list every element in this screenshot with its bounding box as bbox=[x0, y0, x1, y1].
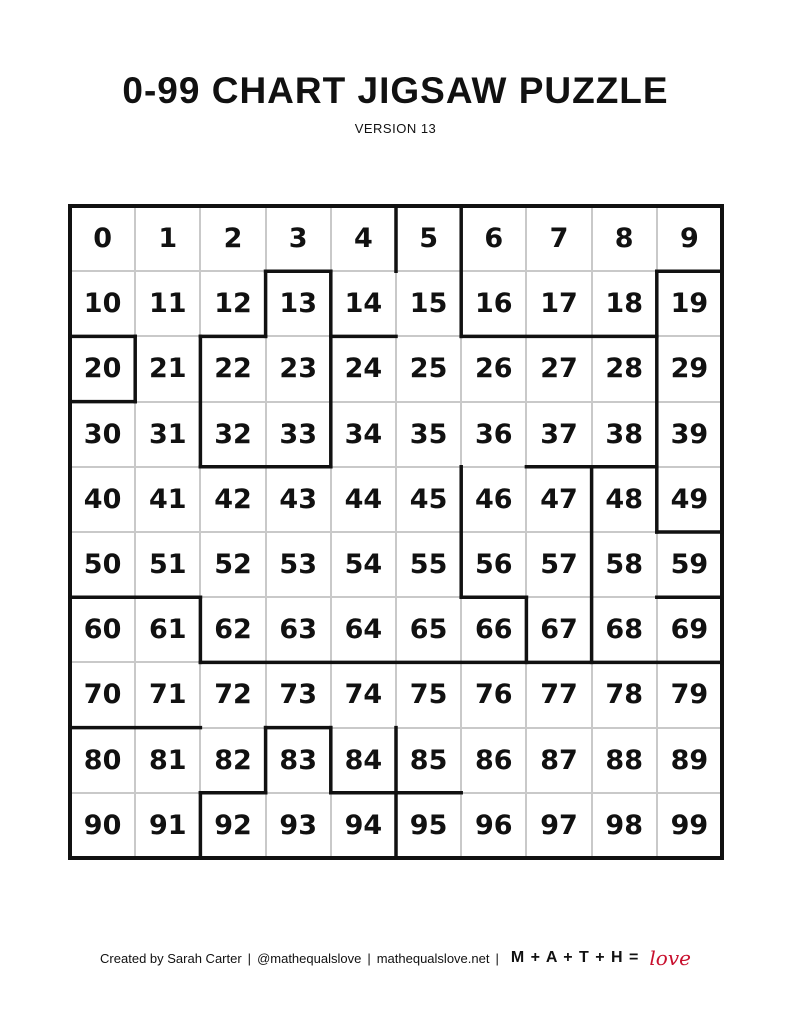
footer bbox=[0, 946, 791, 970]
number-cell: 52 bbox=[200, 532, 265, 597]
number-cell: 19 bbox=[657, 271, 722, 336]
number-cell: 61 bbox=[135, 597, 200, 662]
number-cell: 10 bbox=[70, 271, 135, 336]
number-cell: 57 bbox=[526, 532, 591, 597]
number-cell: 71 bbox=[135, 662, 200, 727]
separator: | bbox=[247, 950, 252, 966]
number-cell: 67 bbox=[526, 597, 591, 662]
love-logo: love bbox=[649, 946, 691, 970]
number-cell: 11 bbox=[135, 271, 200, 336]
number-cell: 31 bbox=[135, 402, 200, 467]
number-cell: 34 bbox=[331, 402, 396, 467]
number-cell: 3 bbox=[266, 206, 331, 271]
number-cell: 99 bbox=[657, 793, 722, 858]
number-cell: 51 bbox=[135, 532, 200, 597]
number-cell: 45 bbox=[396, 467, 461, 532]
number-cell: 48 bbox=[592, 467, 657, 532]
number-cell: 14 bbox=[331, 271, 396, 336]
number-chart-grid bbox=[70, 206, 722, 858]
number-cell: 59 bbox=[657, 532, 722, 597]
number-cell: 46 bbox=[461, 467, 526, 532]
number-cell: 0 bbox=[70, 206, 135, 271]
number-cell: 1 bbox=[135, 206, 200, 271]
number-cell: 20 bbox=[70, 336, 135, 401]
number-cell: 7 bbox=[526, 206, 591, 271]
number-cell: 30 bbox=[70, 402, 135, 467]
version-label: VERSION 13 bbox=[354, 121, 437, 136]
number-cell: 18 bbox=[592, 271, 657, 336]
number-cell: 83 bbox=[266, 728, 331, 793]
number-cell: 69 bbox=[657, 597, 722, 662]
number-cell: 95 bbox=[396, 793, 461, 858]
number-cell: 15 bbox=[396, 271, 461, 336]
separator: | bbox=[367, 950, 371, 966]
number-cell: 93 bbox=[266, 793, 331, 858]
number-cell: 25 bbox=[396, 336, 461, 401]
number-cell: 28 bbox=[592, 336, 657, 401]
number-cell: 4 bbox=[331, 206, 396, 271]
number-cell: 43 bbox=[266, 467, 331, 532]
number-cell: 74 bbox=[331, 662, 396, 727]
number-cell: 21 bbox=[135, 336, 200, 401]
number-cell: 72 bbox=[200, 662, 265, 727]
number-cell: 68 bbox=[592, 597, 657, 662]
number-cell: 40 bbox=[70, 467, 135, 532]
number-cell: 62 bbox=[200, 597, 265, 662]
number-cell: 42 bbox=[200, 467, 265, 532]
number-cell: 49 bbox=[657, 467, 722, 532]
number-cell: 44 bbox=[331, 467, 396, 532]
number-cell: 6 bbox=[461, 206, 526, 271]
website-link[interactable]: mathequalslove.net bbox=[376, 950, 490, 966]
number-cell: 8 bbox=[592, 206, 657, 271]
number-cell: 47 bbox=[526, 467, 591, 532]
number-cell: 53 bbox=[266, 532, 331, 597]
number-cell: 23 bbox=[266, 336, 331, 401]
number-cell: 24 bbox=[331, 336, 396, 401]
number-cell: 22 bbox=[200, 336, 265, 401]
number-cell: 60 bbox=[70, 597, 135, 662]
number-cell: 79 bbox=[657, 662, 722, 727]
number-cell: 29 bbox=[657, 336, 722, 401]
number-cell: 96 bbox=[461, 793, 526, 858]
number-cell: 38 bbox=[592, 402, 657, 467]
number-cell: 27 bbox=[526, 336, 591, 401]
page-title: 0-99 CHART JIGSAW PUZZLE bbox=[122, 70, 669, 111]
number-cell: 76 bbox=[461, 662, 526, 727]
number-cell: 33 bbox=[266, 402, 331, 467]
number-cell: 36 bbox=[461, 402, 526, 467]
author-credit: Created by Sarah Carter bbox=[100, 950, 242, 966]
number-cell: 12 bbox=[200, 271, 265, 336]
number-cell: 26 bbox=[461, 336, 526, 401]
number-cell: 17 bbox=[526, 271, 591, 336]
number-cell: 32 bbox=[200, 402, 265, 467]
number-cell: 9 bbox=[657, 206, 722, 271]
number-cell: 35 bbox=[396, 402, 461, 467]
number-cell: 66 bbox=[461, 597, 526, 662]
number-cell: 56 bbox=[461, 532, 526, 597]
number-cell: 92 bbox=[200, 793, 265, 858]
number-cell: 50 bbox=[70, 532, 135, 597]
number-cell: 88 bbox=[592, 728, 657, 793]
number-cell: 98 bbox=[592, 793, 657, 858]
number-cell: 63 bbox=[266, 597, 331, 662]
number-cell: 89 bbox=[657, 728, 722, 793]
separator: | bbox=[495, 950, 499, 966]
number-cell: 41 bbox=[135, 467, 200, 532]
number-cell: 2 bbox=[200, 206, 265, 271]
number-cell: 75 bbox=[396, 662, 461, 727]
number-cell: 54 bbox=[331, 532, 396, 597]
number-cell: 77 bbox=[526, 662, 591, 727]
number-cell: 97 bbox=[526, 793, 591, 858]
number-cell: 73 bbox=[266, 662, 331, 727]
number-cell: 81 bbox=[135, 728, 200, 793]
social-handle: @mathequalslove bbox=[257, 950, 362, 966]
number-cell: 86 bbox=[461, 728, 526, 793]
number-cell: 70 bbox=[70, 662, 135, 727]
number-cell: 87 bbox=[526, 728, 591, 793]
number-cell: 84 bbox=[331, 728, 396, 793]
number-cell: 64 bbox=[331, 597, 396, 662]
number-cell: 91 bbox=[135, 793, 200, 858]
number-cell: 65 bbox=[396, 597, 461, 662]
number-cell: 16 bbox=[461, 271, 526, 336]
number-cell: 94 bbox=[331, 793, 396, 858]
number-cell: 5 bbox=[396, 206, 461, 271]
number-cell: 13 bbox=[266, 271, 331, 336]
number-cell: 37 bbox=[526, 402, 591, 467]
number-cell: 90 bbox=[70, 793, 135, 858]
brand-logo-text: M + A + T + H = bbox=[510, 949, 640, 966]
number-cell: 39 bbox=[657, 402, 722, 467]
number-cell: 78 bbox=[592, 662, 657, 727]
number-cell: 55 bbox=[396, 532, 461, 597]
number-cell: 80 bbox=[70, 728, 135, 793]
number-cell: 82 bbox=[200, 728, 265, 793]
number-cell: 58 bbox=[592, 532, 657, 597]
number-cell: 85 bbox=[396, 728, 461, 793]
